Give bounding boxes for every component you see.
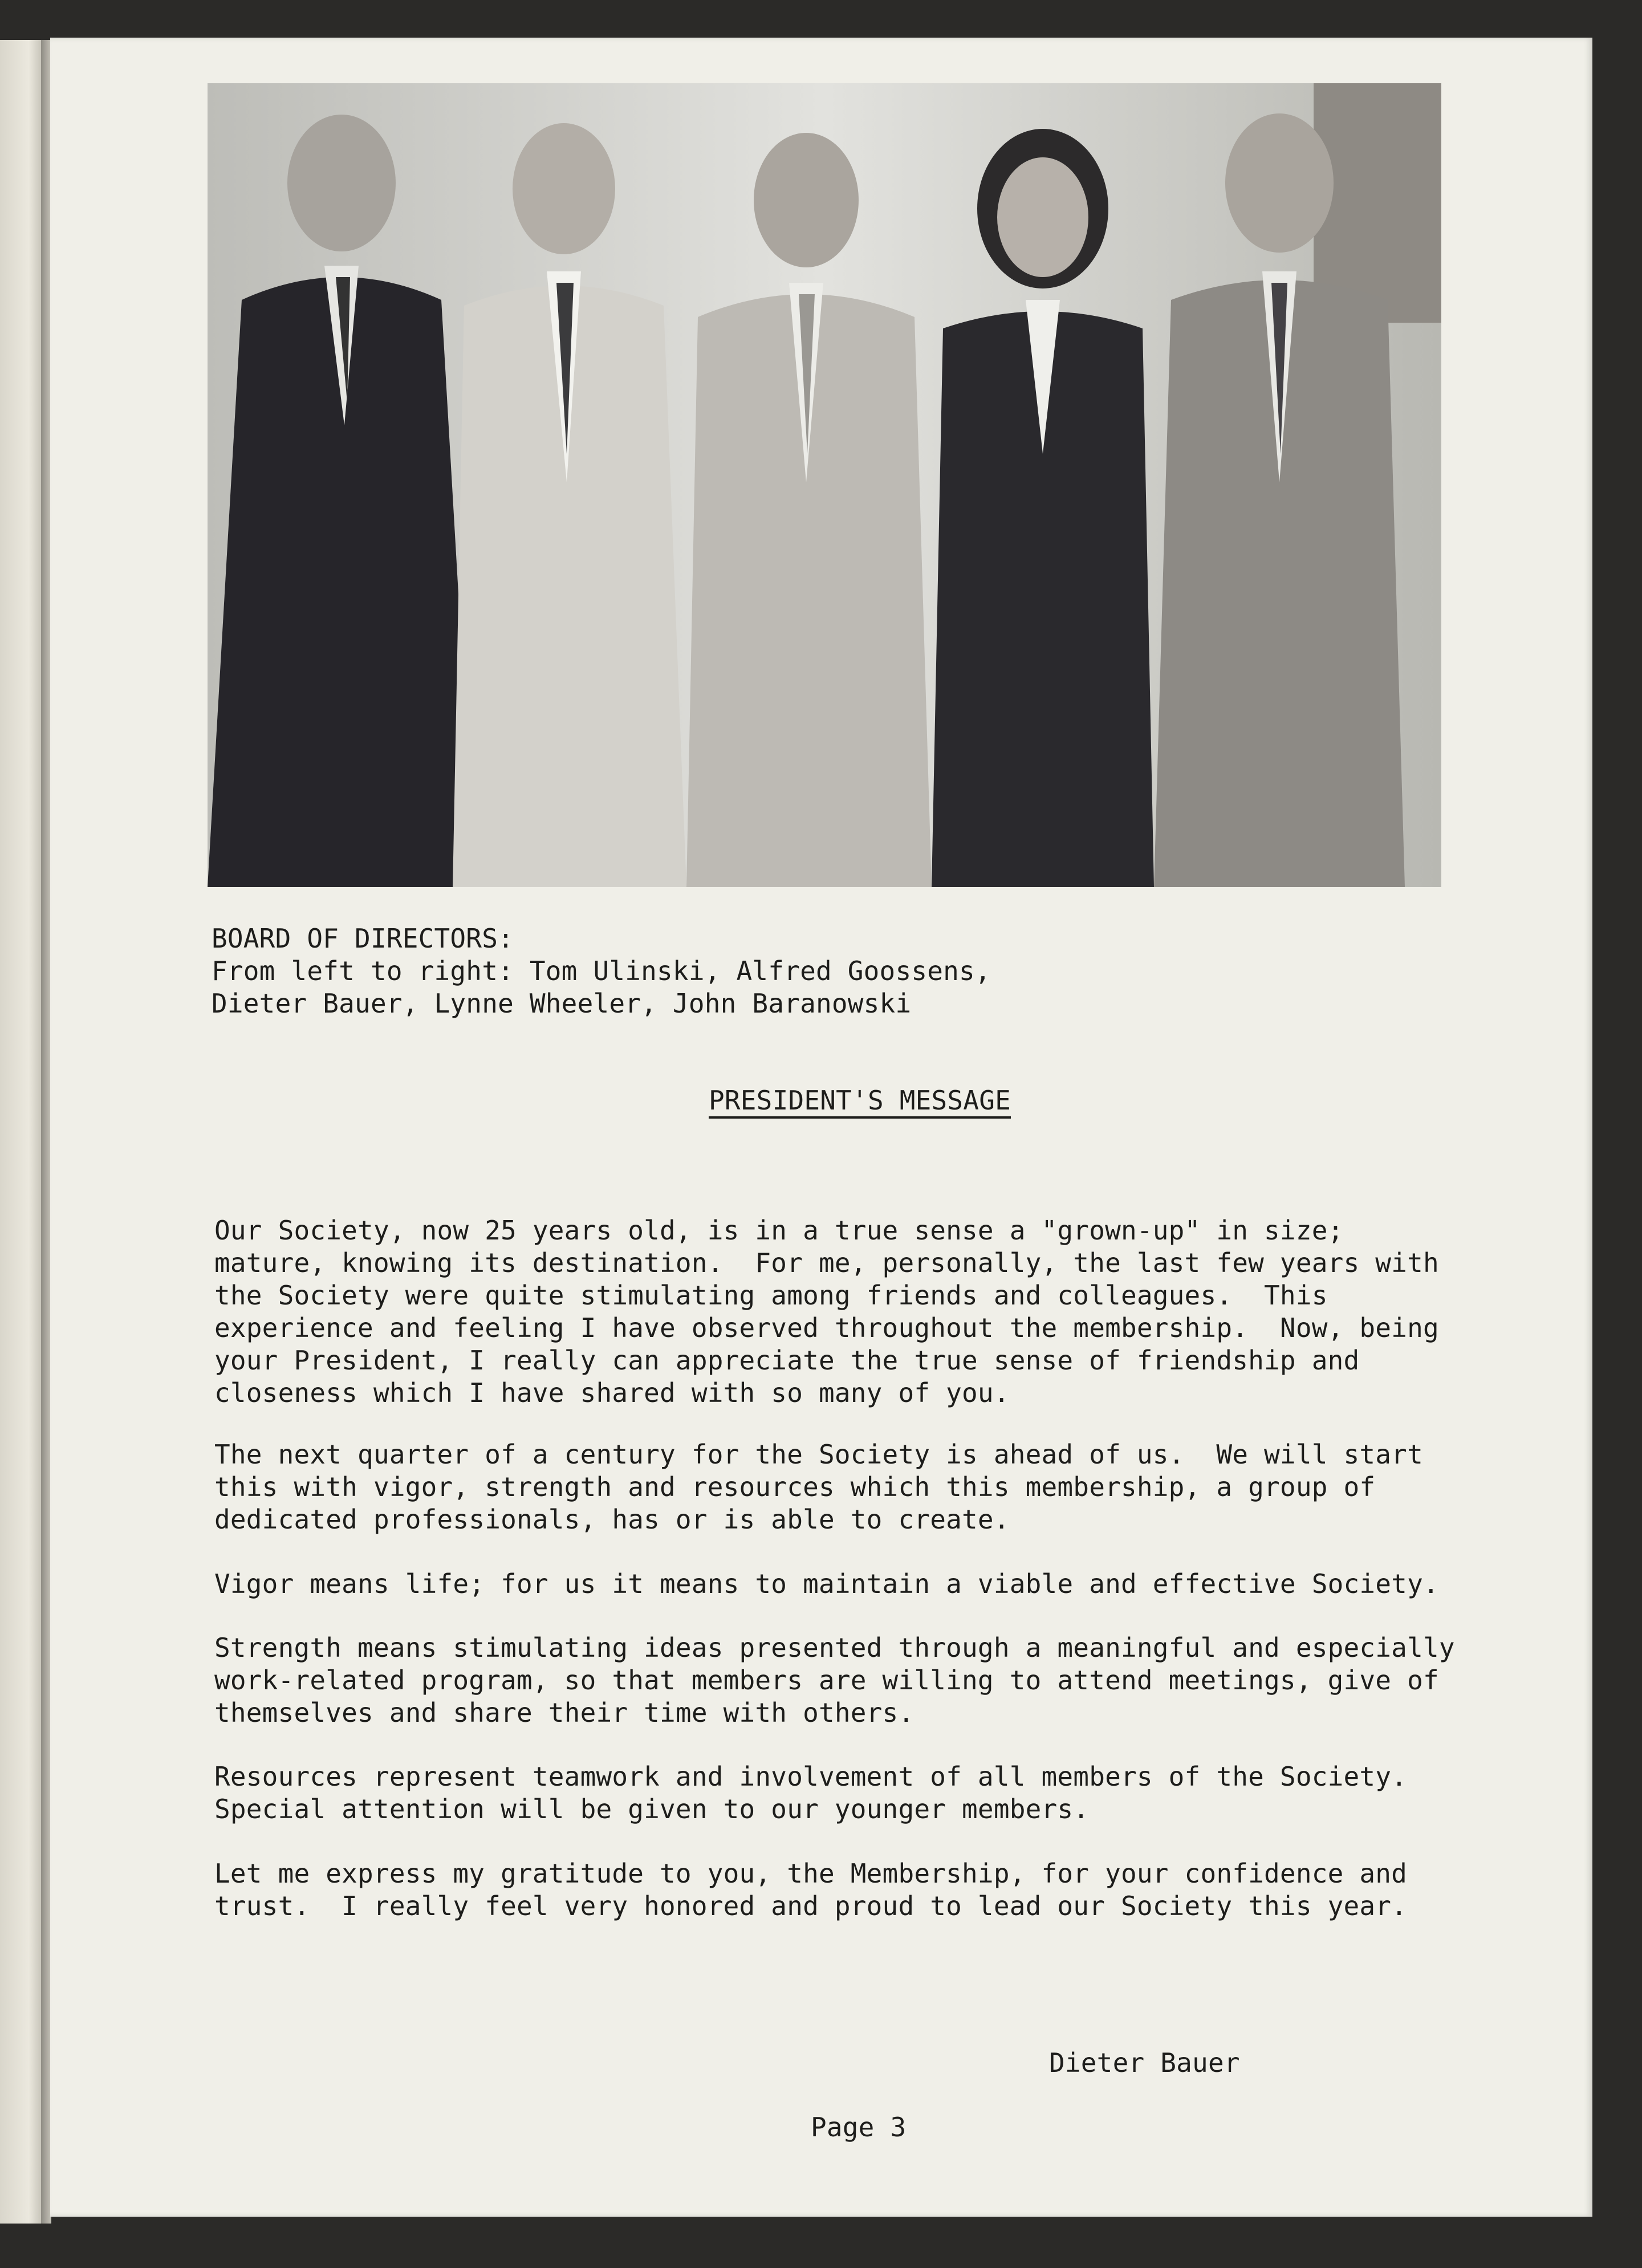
- paragraph-line: The next quarter of a century for the Society is ahead of us. We will start: [214, 1439, 1423, 1470]
- board-photo: [208, 83, 1441, 887]
- paragraph-line: Strength means stimulating ideas presented through a meaningful and especially: [214, 1632, 1455, 1663]
- paragraph-line: themselves and share their time with others.: [214, 1697, 915, 1728]
- paragraph-line: Our Society, now 25 years old, is in a true sense a "grown-up" in size;: [214, 1215, 1344, 1246]
- paragraph-line: dedicated professionals, has or is able to create.: [214, 1504, 1010, 1535]
- paragraph-line: the Society were quite stimulating among friends and colleagues. This: [214, 1280, 1328, 1311]
- caption-line: Dieter Bauer, Lynne Wheeler, John Baranowski: [212, 988, 912, 1019]
- paragraph-line: trust. I really feel very honored and proud to lead our Society this year.: [214, 1891, 1408, 1921]
- paragraph-line: Special attention will be given to our younger members.: [214, 1794, 1090, 1824]
- caption-line: From left to right: Tom Ulinski, Alfred Goossens,: [212, 956, 991, 986]
- signature: Dieter Bauer: [1049, 2047, 1240, 2078]
- message-title: PRESIDENT'S MESSAGE: [709, 1085, 1011, 1116]
- board-photo-figure: [208, 83, 1441, 887]
- page-number: Page 3: [811, 2112, 907, 2143]
- paragraph-line: work-related program, so that members are willing to attend meetings, give of: [214, 1665, 1439, 1696]
- paragraph-line: experience and feeling I have observed throughout the membership. Now, being: [214, 1312, 1439, 1343]
- paragraph-line: Vigor means life; for us it means to maintain a viable and effective Society.: [214, 1568, 1439, 1599]
- paragraph-line: closeness which I have shared with so many of you.: [214, 1377, 1010, 1408]
- caption-heading: BOARD OF DIRECTORS:: [212, 923, 514, 954]
- facing-page-edge: [0, 40, 41, 2224]
- paragraph-line: mature, knowing its destination. For me, personally, the last few years with: [214, 1247, 1439, 1278]
- paragraph-line: this with vigor, strength and resources which this membership, a group of: [214, 1472, 1376, 1502]
- paragraph-line: your President, I really can appreciate the true sense of friendship and: [214, 1345, 1360, 1376]
- paragraph-line: Let me express my gratitude to you, the Membership, for your confidence and: [214, 1858, 1408, 1889]
- paragraph-line: Resources represent teamwork and involvement of all members of the Society.: [214, 1761, 1408, 1792]
